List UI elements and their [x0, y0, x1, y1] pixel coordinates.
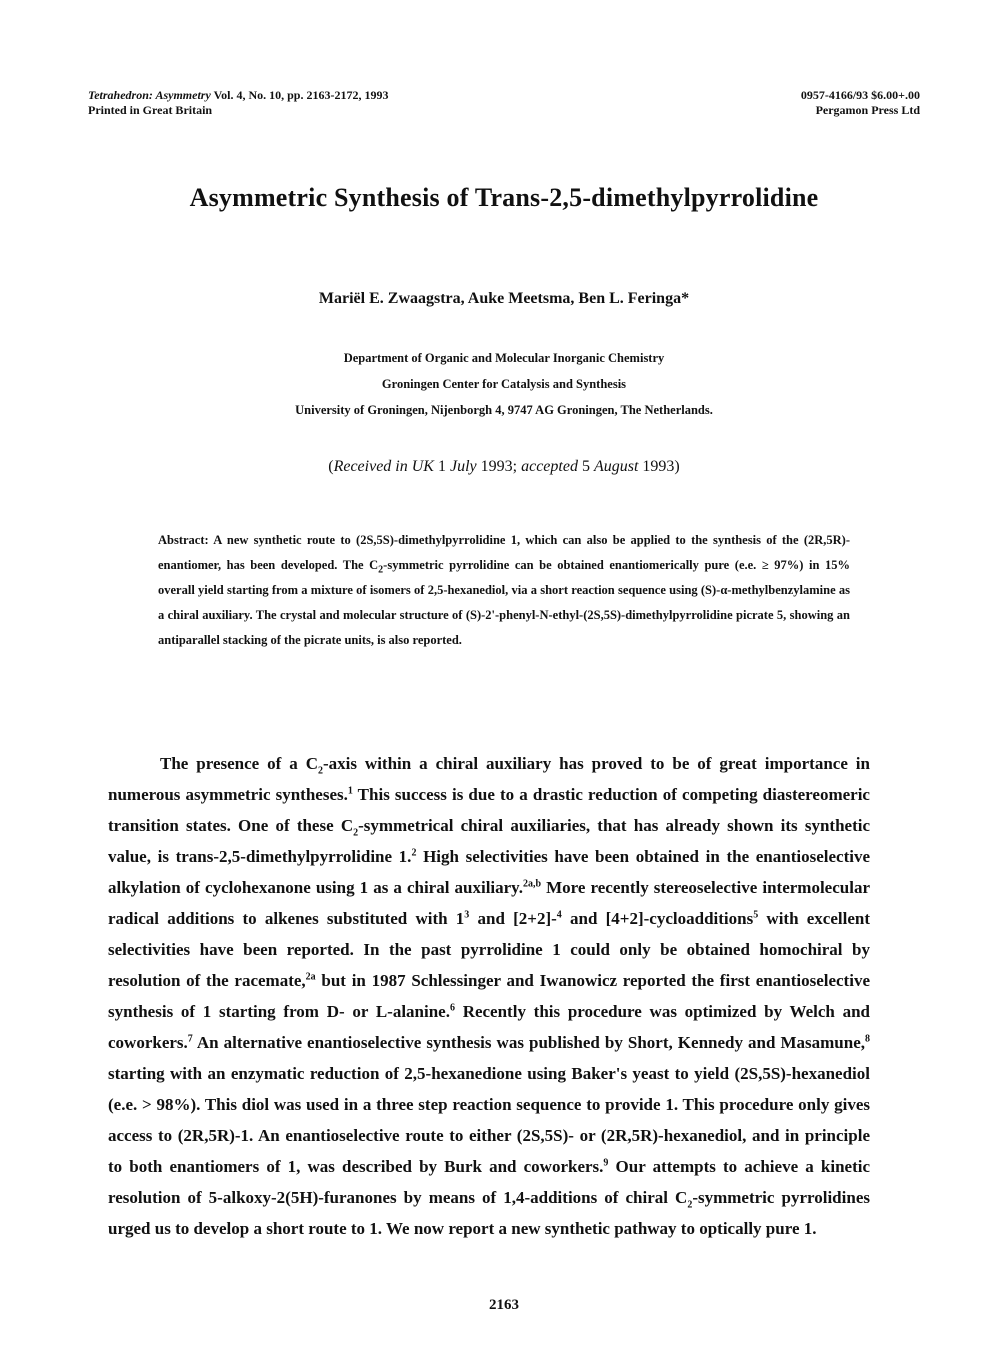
journal-citation: [88, 88, 388, 103]
journal-header-left: [88, 88, 388, 118]
received-day: 1: [433, 458, 450, 475]
publisher: Pergamon Press Ltd: [815, 103, 920, 117]
reference-marker: 1: [347, 785, 353, 797]
author-list: Mariël E. Zwaagstra, Auke Meetsma, Ben L. Feringa*: [318, 290, 690, 307]
body-text: An alternative enantioselective synthesis was published by Short, Kennedy and Masamune,: [192, 1033, 865, 1052]
reference-marker: 9: [603, 1157, 609, 1169]
abstract-text-1: A new synthetic route to (2S,5S)-dimethylpyrrolidine 1, which can also be applied to the synthesis of the (2R,5R)-enantiomer, has been developed. The C: [158, 533, 850, 572]
accepted-label: accepted: [521, 458, 578, 475]
affiliation: [0, 345, 1008, 423]
subscript: 2: [353, 827, 359, 839]
body-text: This success is due to a drastic reduction of competing diastereomeric transition states. One of these C: [108, 785, 870, 835]
body-text: Our attempts to achieve a kinetic resolution of 5-alkoxy-2(5H)-furanones by means of 1,4-additions of chiral C: [108, 1157, 870, 1207]
page-number: 2163: [489, 1297, 519, 1313]
abstract: [158, 528, 850, 653]
received-accepted-dates: [0, 458, 1008, 476]
abstract-label: Abstract:: [158, 533, 209, 547]
affiliation-center: Groningen Center for Catalysis and Synthesis: [381, 377, 627, 391]
body-text: and [2+2]-: [469, 909, 557, 928]
body-text: starting with an enzymatic reduction of 2,5-hexanedione using Baker's yeast to yield (2S,5S)-hexanediol (e.e. > 98%). This diol was used in a three step reaction sequence to provide 1. This procedure only gives access to (2R,5R)-1. An enantioselective route to either (2S,5S)- or (2R,5R)-hexanediol, and in principle to both enantiomers of 1, was described by Burk and coworkers.: [108, 1064, 870, 1176]
reference-marker: 2: [411, 847, 417, 859]
printed-location: Printed in Great Britain: [88, 103, 213, 117]
journal-header-right: [801, 88, 920, 118]
accepted-month: August: [593, 458, 639, 475]
body-text: High selectivities have been obtained in the enantioselective alkylation of cyclohexanone using 1 as a chiral auxiliary.: [108, 847, 871, 897]
body-paragraph: [108, 748, 870, 1244]
accepted-day: 5: [577, 458, 594, 475]
subscript: 2: [317, 765, 323, 777]
received-label: Received in UK: [333, 458, 434, 475]
reference-marker: 2a: [305, 971, 316, 983]
body-text: with excellent selectivities have been reported. In the past pyrrolidine 1 could only be obtained homochiral by resolution of the racemate,: [108, 909, 871, 990]
issn-price: 0957-4166/93 $6.00+.00: [800, 88, 920, 102]
volume-pages: Vol. 4, No. 10, pp. 2163-2172, 1993: [210, 88, 389, 102]
subscript: 2: [687, 1199, 693, 1211]
reference-marker: 4: [556, 909, 562, 921]
body-text: -symmetric pyrrolidines urged us to develop a short route to 1. We now report a new synthetic pathway to optically pure 1.: [108, 1188, 870, 1238]
abstract-subscript: 2: [378, 564, 384, 576]
body-text: The presence of a C: [160, 754, 318, 773]
reference-marker: 7: [187, 1033, 193, 1045]
reference-marker: 3: [464, 909, 470, 921]
paper-title: Asymmetric Synthesis of Trans-2,5-dimethylpyrrolidine: [189, 183, 819, 212]
reference-marker: 2a,b: [523, 878, 542, 890]
reference-marker: 5: [753, 909, 759, 921]
body-text: More recently stereoselective intermolecular radical additions to alkenes substituted with 1: [108, 878, 870, 928]
abstract-text-2: -symmetric pyrrolidine can be obtained enantiomerically pure (e.e. ≥ 97%) in 15% overall yield starting from a mixture of isomers of 2,5-hexanediol, via a short reaction sequence using (S)-α-methylbenzylamine as a chiral auxiliary. The crystal and molecular structure of (S)-2'-phenyl-N-ethyl-(2S,5S)-dimethylpyrrolidine picrate 5, showing an antiparallel stacking of the picrate units, is also reported.: [158, 558, 850, 647]
body-text: and [4+2]-cycloadditions: [561, 909, 754, 928]
body-text: -symmetrical chiral auxiliaries, that has already shown its synthetic value, is trans-2,5-dimethylpyrrolidine 1.: [108, 816, 870, 866]
body-text: Recently this procedure was optimized by Welch and coworkers.: [108, 1002, 870, 1052]
affiliation-department: Department of Organic and Molecular Inorganic Chemistry: [343, 351, 665, 365]
body-text: -axis within a chiral auxiliary has proved to be of great importance in numerous asymmetric syntheses.: [108, 754, 870, 804]
paren-open: (: [328, 458, 334, 475]
affiliation-address: University of Groningen, Nijenborgh 4, 9747 AG Groningen, The Netherlands.: [295, 403, 713, 417]
journal-name: Tetrahedron: Asymmetry: [88, 88, 211, 102]
received-month: July: [449, 458, 477, 475]
received-year: 1993;: [476, 458, 522, 475]
reference-marker: 8: [865, 1033, 870, 1045]
accepted-year: 1993): [638, 458, 680, 475]
reference-marker: 6: [449, 1002, 455, 1014]
body-text: but in 1987 Schlessinger and Iwanowicz reported the first enantioselective synthesis of 1 starting from D- or L-alanine.: [108, 971, 870, 1021]
